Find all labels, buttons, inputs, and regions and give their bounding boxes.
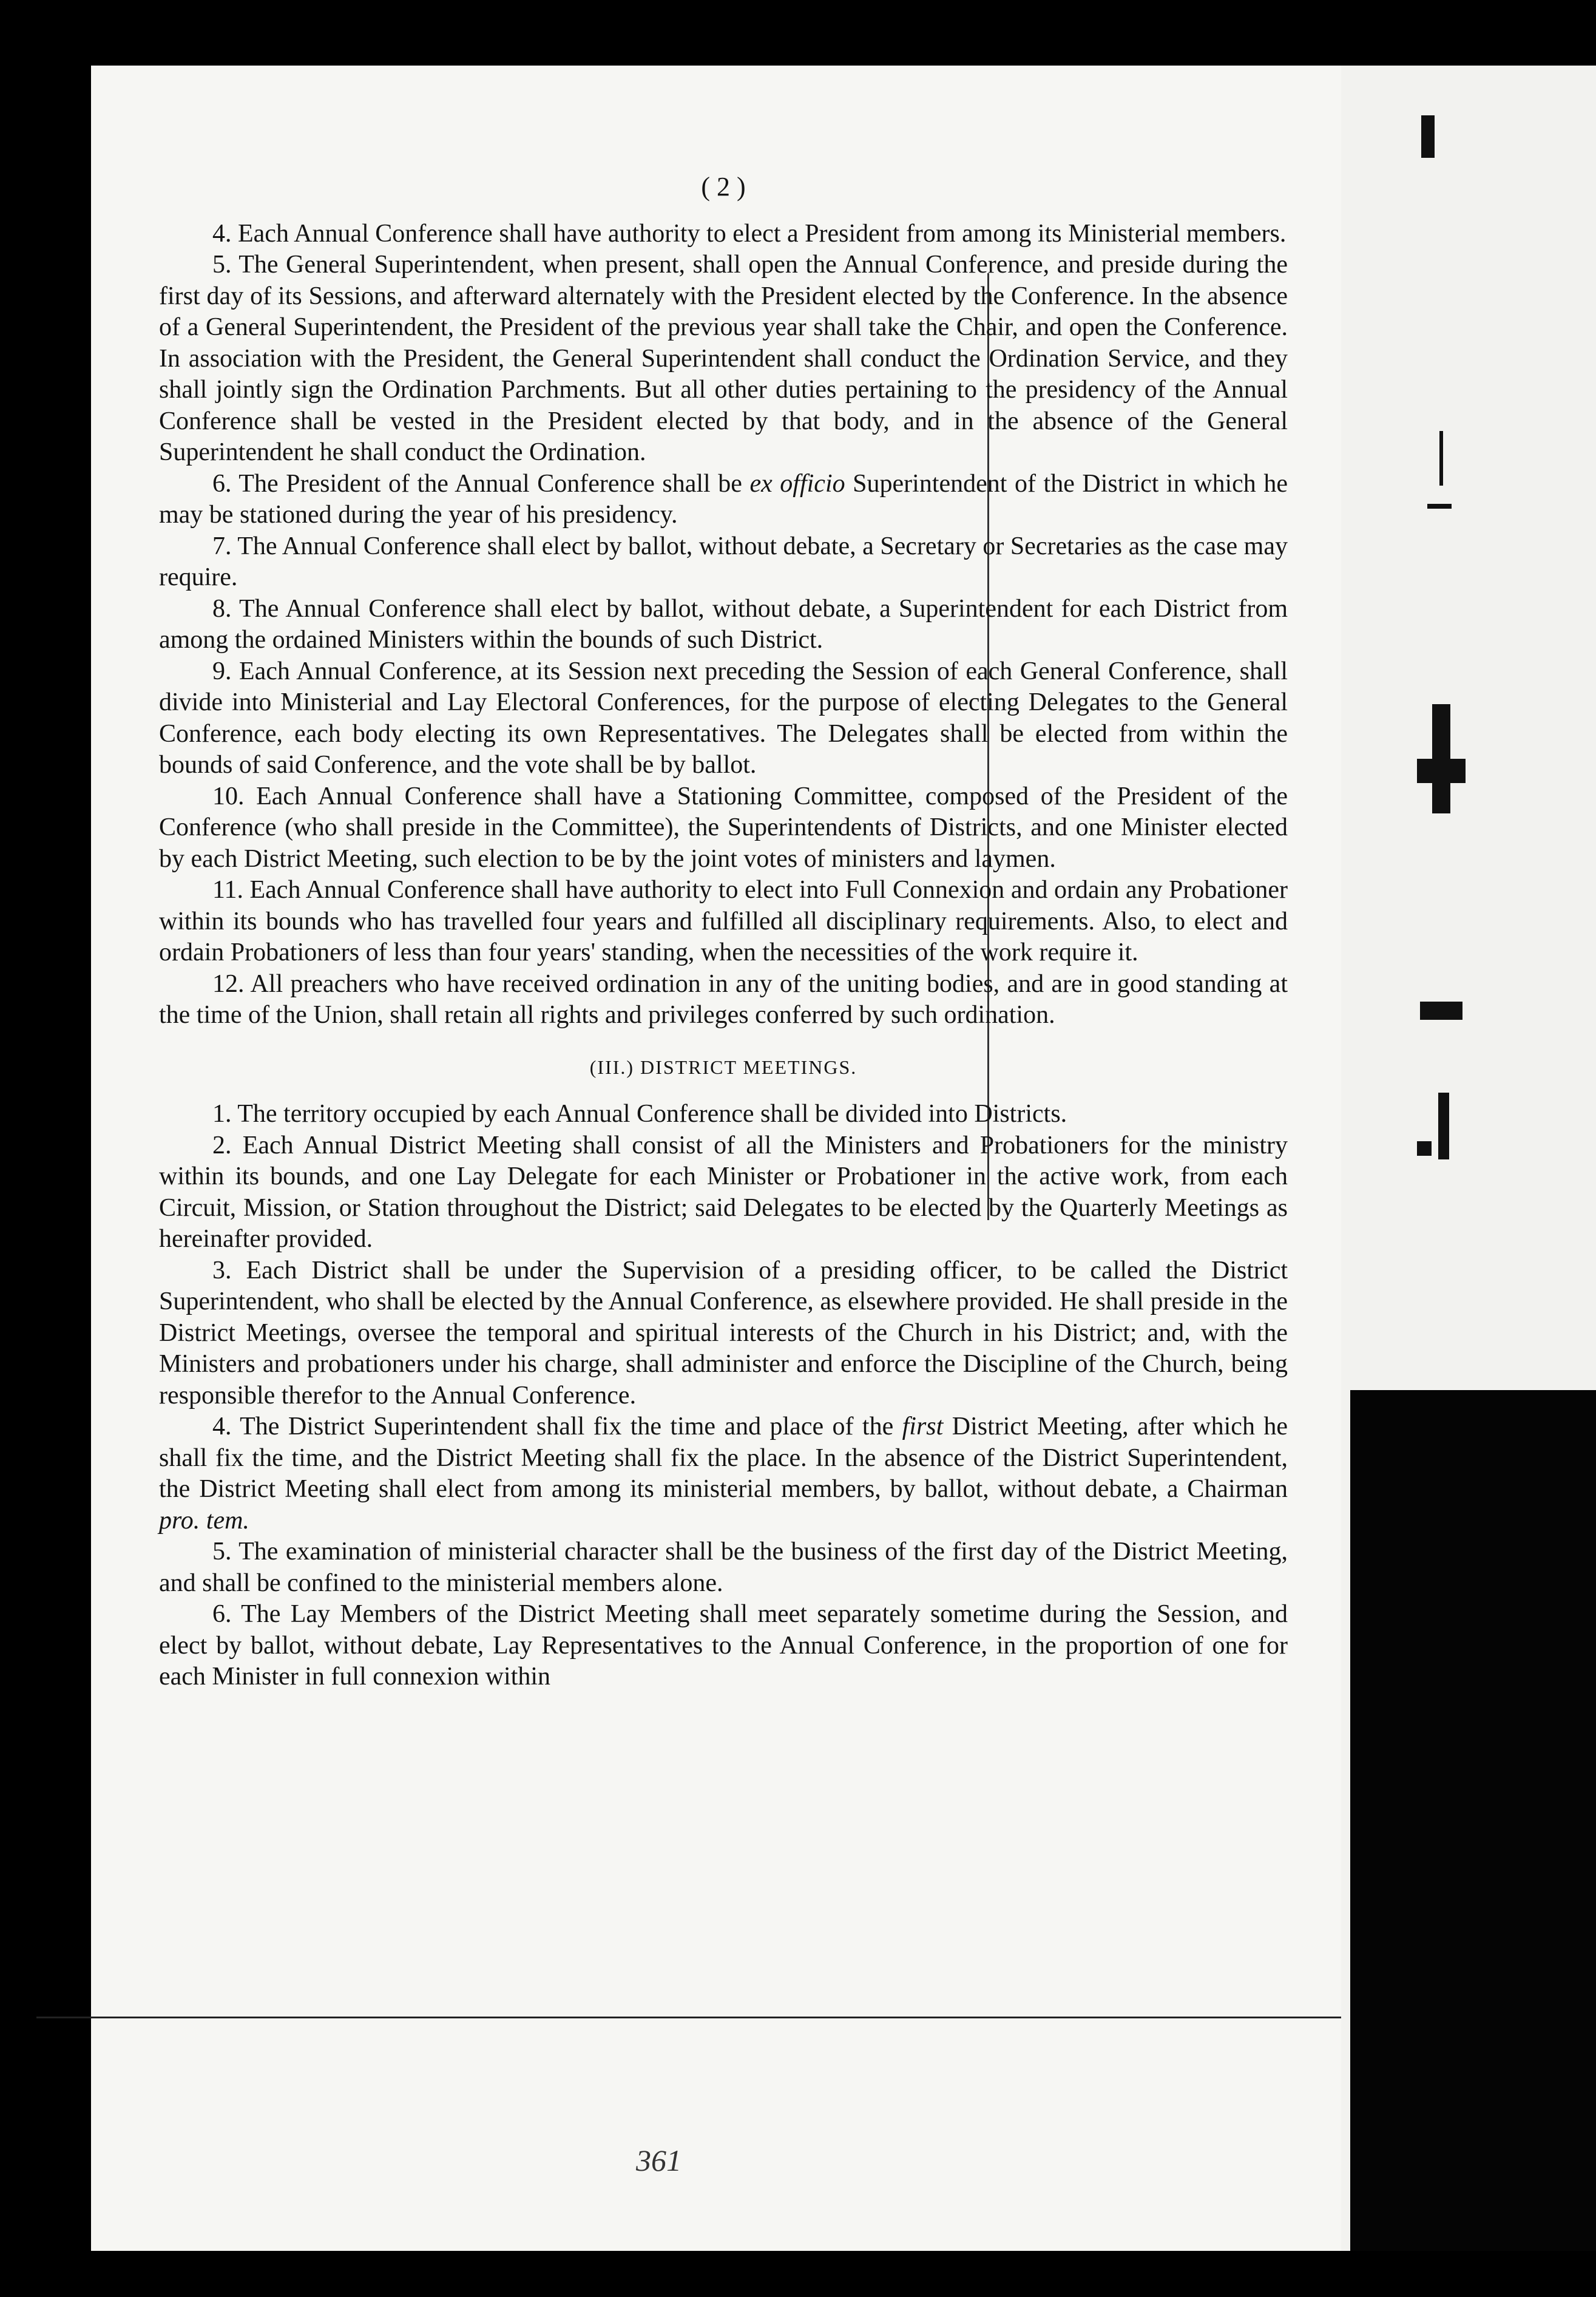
paragraph: 9. Each Annual Conference, at its Session next preceding the Session of each General Conference, shall divide into Ministerial and Lay Electoral Conferences, for the purpose of electing Delegates to the General Conference, each body electing its own Representatives. The Delegates shall be elected from within the bounds of said Conference, and the vote shall be by ballot. [159, 657, 1288, 779]
scan-artifact-mark [1421, 115, 1435, 158]
paragraph: 4. The District Superintendent shall fix the time and place of the first District Meeting, after which he shall fix the time, and the District Meeting shall fix the place. In the absence of the District Superintendent, the District Meeting shall elect from among its ministerial members, by ballot, without debate, a Chairman pro. tem. [159, 1413, 1288, 1535]
scan-artifact-mark [1427, 504, 1452, 509]
paragraph: 3. Each District shall be under the Supervision of a presiding officer, to be called the District Superintendent, who shall be elected by the Annual Conference, as elsewhere provided. He shall preside in the District Meetings, oversee the temporal and spiritual interests of the Church in his District; and, with the Ministers and probationers under his charge, shall administer and enforce the Discipline of the Church, being responsible therefor to the Annual Conference. [159, 1256, 1288, 1410]
scan-artifact-mark [1438, 1093, 1449, 1159]
scan-horizontal-rule [36, 2017, 1341, 2018]
scan-dark-region [1350, 1390, 1596, 2251]
paragraph: 8. The Annual Conference shall elect by ballot, without debate, a Superintendent for each District from among the ordained Ministers within the bounds of such District. [159, 594, 1288, 654]
paragraph: 4. Each Annual Conference shall have authority to elect a President from among its Ministerial members. [212, 219, 1287, 248]
paragraph: 12. All preachers who have received ordination in any of the uniting bodies, and are in good standing at the time of the Union, shall retain all rights and privileges conferred by such ordination. [159, 969, 1288, 1029]
handwritten-page-note: 361 [636, 2143, 681, 2177]
page-number: ( 2 ) [701, 172, 746, 202]
scan-artifact-mark [1439, 431, 1443, 486]
paragraph: 5. The examination of ministerial character shall be the business of the first day of the District Meeting, and shall be confined to the ministerial members alone. [159, 1538, 1288, 1597]
paragraph: 6. The Lay Members of the District Meeting shall meet separately sometime during the Session, and elect by ballot, without debate, Lay Representatives to the Annual Conference, in the proportion of one for each Minister in full connexion within [159, 1600, 1288, 1691]
scan-artifact-mark [1417, 1141, 1432, 1156]
paragraph: 6. The President of the Annual Conference shall be ex officio Superintendent of the District in which he may be stationed during the year of his presidency. [159, 469, 1288, 529]
scan-artifact-mark [1417, 759, 1466, 783]
paragraph: 1. The territory occupied by each Annual Conference shall be divided into Districts. [212, 1100, 1067, 1128]
paragraph: 5. The General Superintendent, when present, shall open the Annual Conference, and preside during the first day of its Sessions, and afterward alternately with the President elected by the Conference. In the absence of a General Superintendent, the President of the previous year shall take the Chair, and open the Conference. In association with the President, the General Superintendent shall conduct the Ordination Service, and they shall jointly sign the Ordination Parchments. But all other duties pertaining to the presidency of the Annual Conference shall be vested in the President elected by that body, and in the absence of the General Superintendent he shall conduct the Ordination. [159, 251, 1288, 466]
paragraph: 7. The Annual Conference shall elect by ballot, without debate, a Secretary or Secretaries as the case may require. [159, 532, 1288, 591]
paragraph: 11. Each Annual Conference shall have authority to elect into Full Connexion and ordain any Probationer within its bounds who has travelled four years and fulfilled all disciplinary requirements. Also, to elect and ordain Probationers of less than four years' standing, when the necessities of the work require it. [159, 876, 1288, 966]
scan-artifact-mark [1420, 1002, 1462, 1020]
document-body [159, 171, 1288, 1693]
section-heading: (III.) DISTRICT MEETINGS. [589, 1056, 857, 1078]
paragraph: 10. Each Annual Conference shall have a Stationing Committee, composed of the President of the Conference (who shall preside in the Committee), the Superintendents of Districts, and one Minister elected by each District Meeting, such election to be by the joint votes of ministers and laymen. [159, 782, 1288, 873]
paragraph: 2. Each Annual District Meeting shall consist of all the Ministers and Probationers for the ministry within its bounds, and one Lay Delegate for each Minister or Probationer in the active work, from each Circuit, Mission, or Station throughout the District; said Delegates to be elected by the Quarterly Meetings as hereinafter provided. [159, 1131, 1288, 1253]
